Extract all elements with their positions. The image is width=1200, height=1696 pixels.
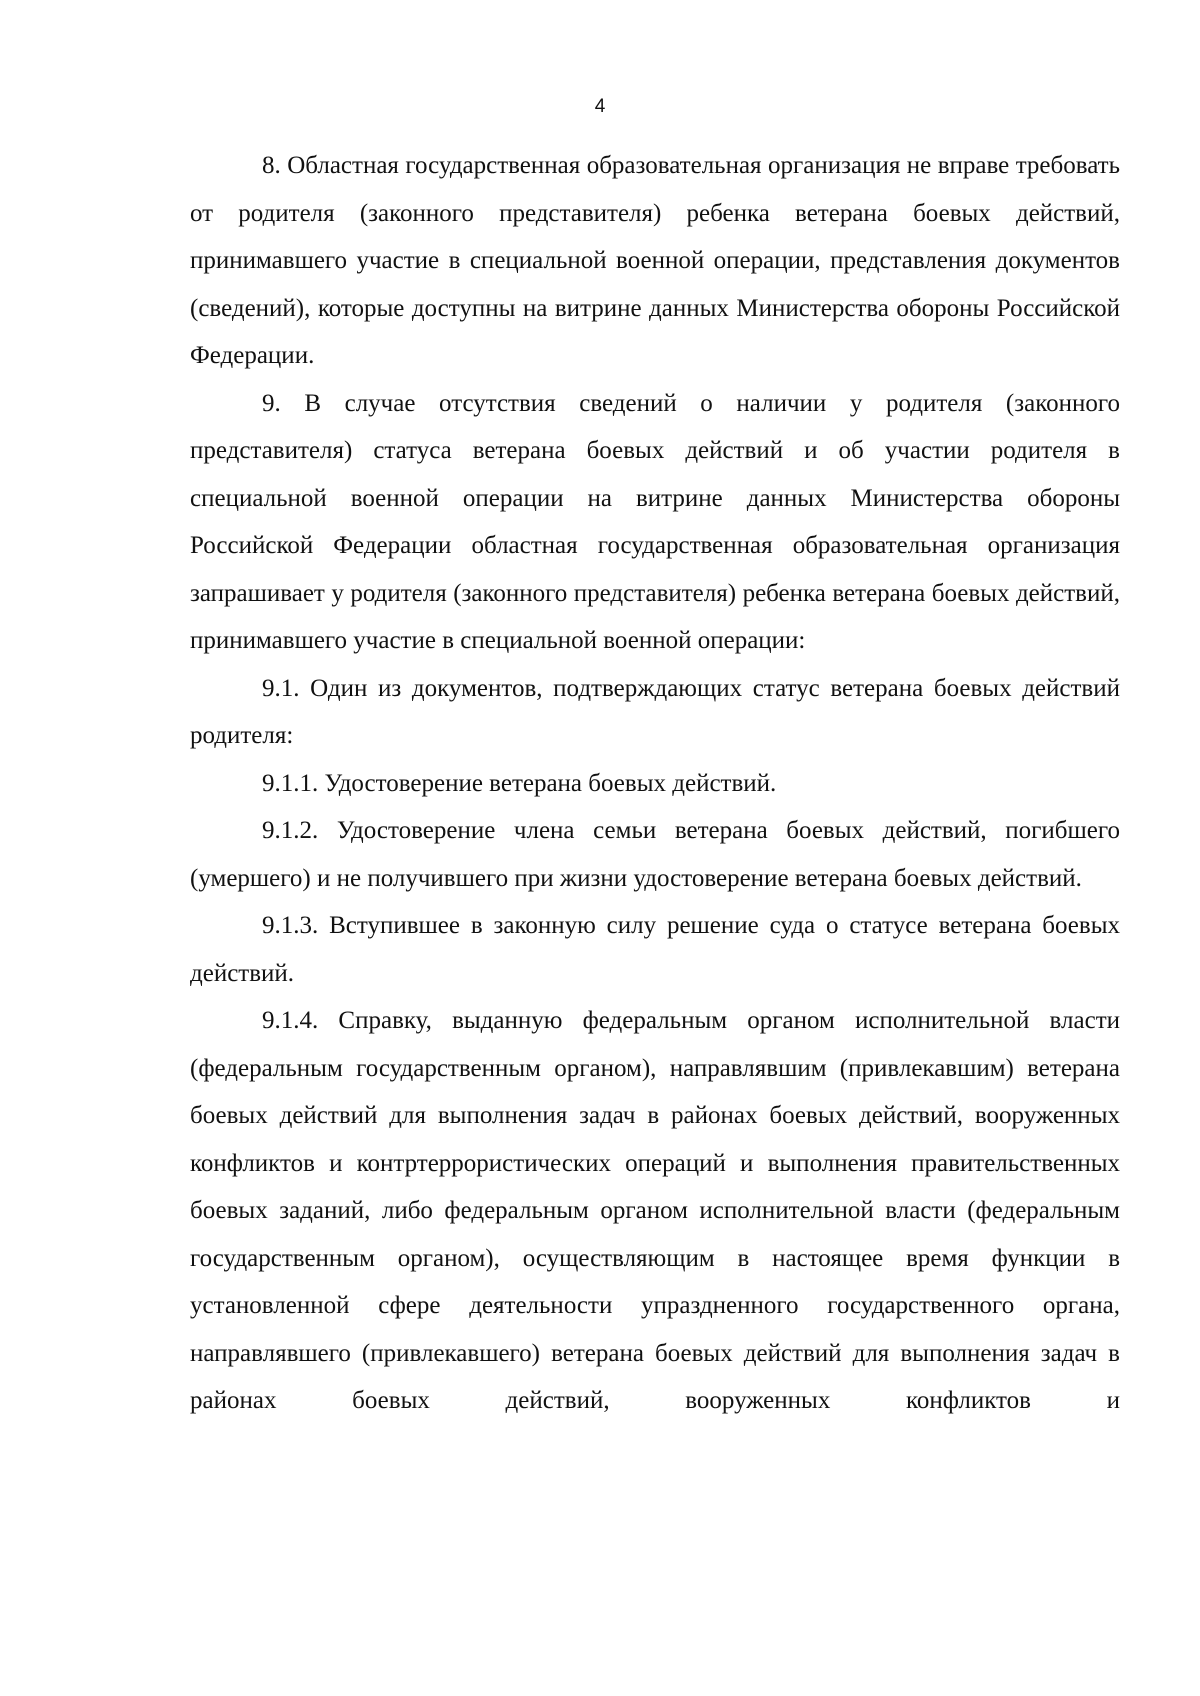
paragraph-9-1-4: 9.1.4. Справку, выданную федеральным органом исполнительной власти (федеральным государственным органом), направлявшим (привлекавшим) ветерана боевых действий для выполнения задач в районах боевых действий, вооруженных конфликтов и контртеррористических операций и выполнения правительственных боевых заданий, либо федеральным органом исполнительной власти (федеральным государственным органом), осуществляющим в настоящее время функции в установленной сфере деятельности упраздненного государственного органа, направлявшего (привлекавшего) ветерана боевых действий для выполнения задач в районах боевых действий, вооруженных конфликтов и [190,1007,1120,1414]
paragraph-9-1-3: 9.1.3. Вступившее в законную силу решение суда о статусе ветерана боевых действий. [190,912,1120,987]
page-number: 4 [594,96,606,117]
paragraph-9-1-1: 9.1.1. Удостоверение ветерана боевых действий. [262,769,777,797]
paragraph-9: 9. В случае отсутствия сведений о наличии у родителя (законного представителя) статуса ветерана боевых действий и об участии родителя в специальной военной операции на витрине данных Министерства обороны Российской Федерации областная государственная образовательная организация запрашивает у родителя (законного представителя) ребенка ветерана боевых действий, принимавшего участие в специальной военной операции: [190,389,1120,654]
paragraph-9-1-2: 9.1.2. Удостоверение члена семьи ветерана боевых действий, погибшего (умершего) и не получившего при жизни удостоверение ветерана боевых действий. [190,817,1120,892]
document-body [190,142,1120,1425]
paragraph-9-1: 9.1. Один из документов, подтверждающих статус ветерана боевых действий родителя: [190,674,1120,749]
paragraph-8: 8. Областная государственная образовательная организация не вправе требовать от родителя (законного представителя) ребенка ветерана боевых действий, принимавшего участие в специальной военной операции, представления документов (сведений), которые доступны на витрине данных Министерства обороны Российской Федерации. [190,152,1120,369]
